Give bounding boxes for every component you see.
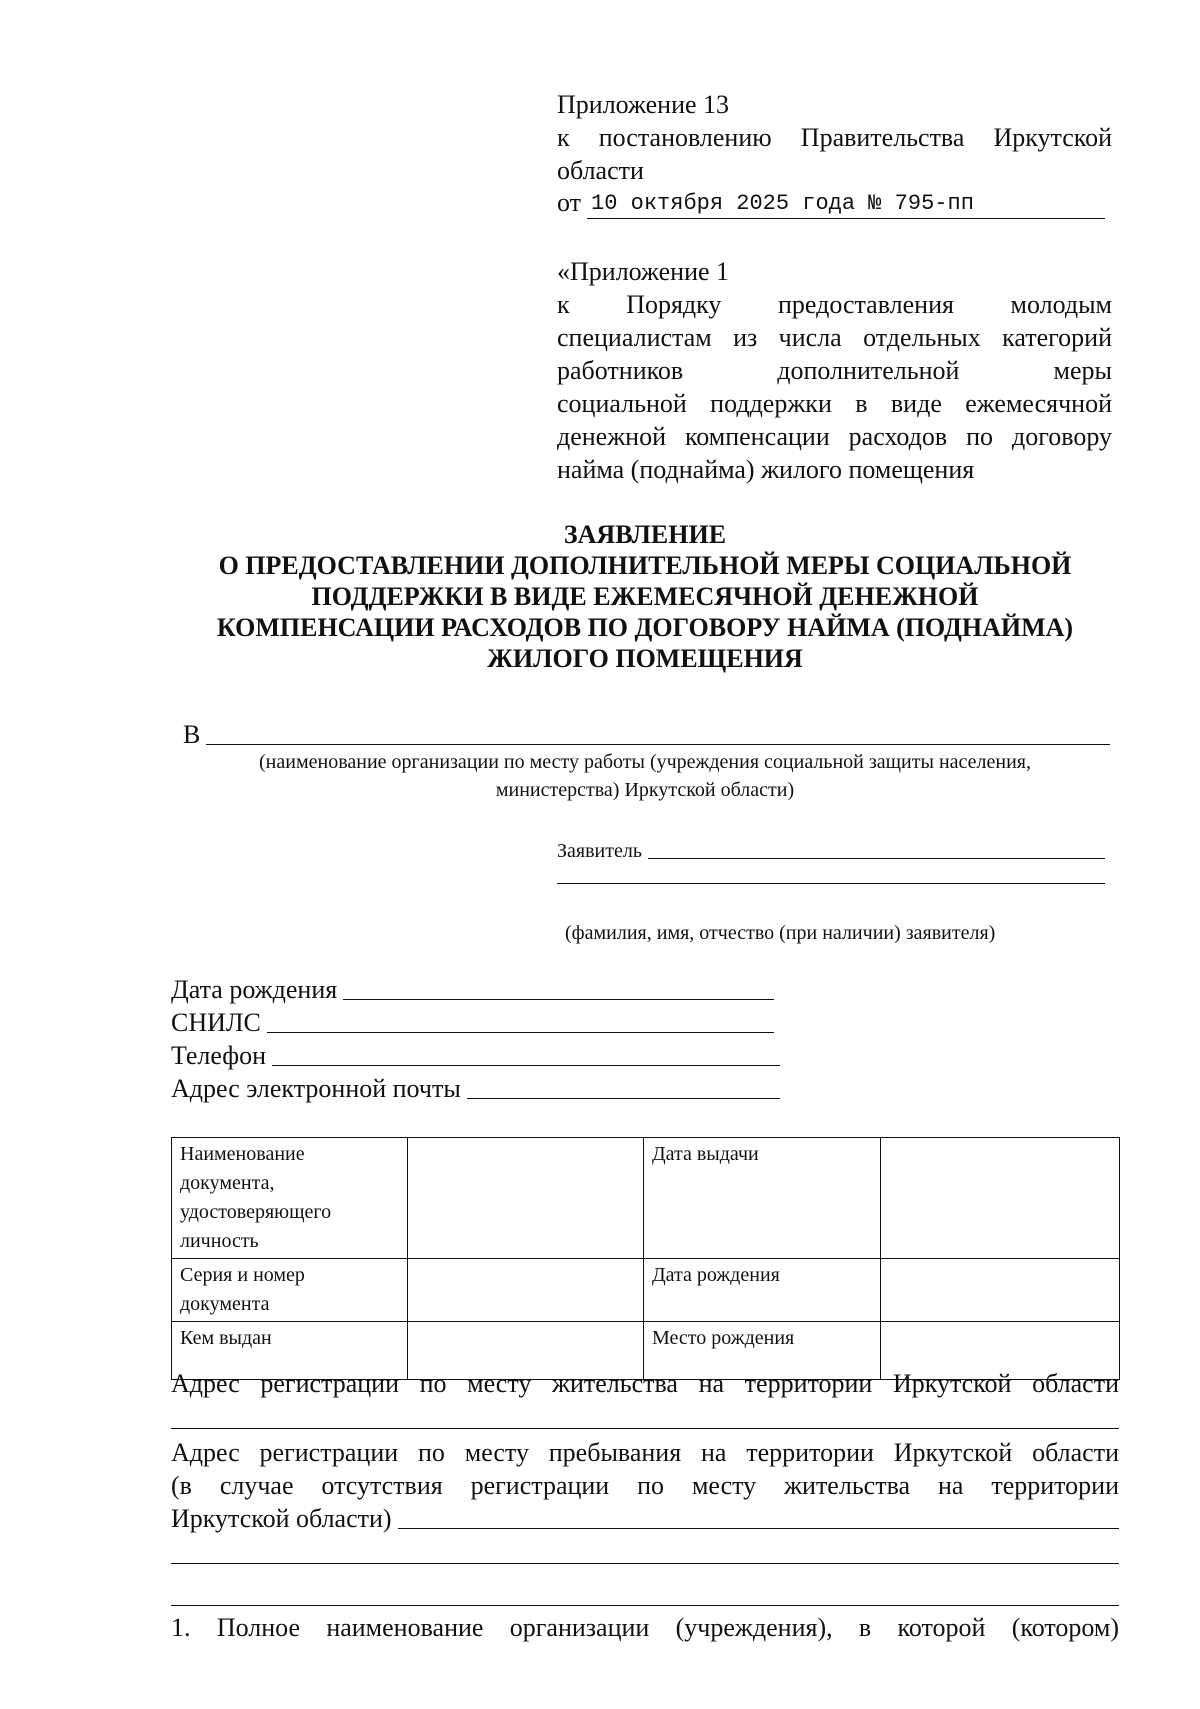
item-1-text: 1. Полное наименование организации (учреждения), в которой (котором) <box>171 1613 1119 1642</box>
table-cell-label: Дата выдачи <box>644 1138 881 1259</box>
document-subtitle-line: ПОДДЕРЖКИ В ВИДЕ ЕЖЕМЕСЯЧНОЙ ДЕНЕЖНОЙ <box>311 582 979 611</box>
document-subtitle-line: О ПРЕДОСТАВЛЕНИИ ДОПОЛНИТЕЛЬНОЙ МЕРЫ СОЦИАЛЬНОЙ <box>218 551 1072 580</box>
snils-label: СНИЛС <box>171 1008 261 1037</box>
snils-input-line[interactable] <box>267 1008 774 1033</box>
appendix-date-prefix: от <box>557 188 582 217</box>
stay-address-label-3: Иркутской области) <box>171 1504 392 1533</box>
stay-address-input-line-2[interactable] <box>171 1563 1119 1564</box>
applicant-label: Заявитель <box>557 840 642 862</box>
document-title: ЗАЯВЛЕНИЕ <box>563 520 727 549</box>
stay-address-label-2: (в случае отсутствия регистрации по месту жительства на территории <box>171 1471 1119 1500</box>
sub-appendix-line-1: «Приложение 1 <box>557 257 730 286</box>
stay-address-label-1: Адрес регистрации по месту пребывания на территории Иркутской области <box>171 1438 1119 1467</box>
stay-address-field[interactable] <box>171 1502 1119 1535</box>
table-cell-input[interactable] <box>408 1138 644 1259</box>
sub-appendix-line: денежной компенсации расходов по договору <box>557 422 1112 451</box>
recipient-input-line[interactable] <box>206 720 1110 745</box>
table-cell-input[interactable] <box>881 1259 1120 1322</box>
phone-label: Телефон <box>171 1041 267 1070</box>
table-cell-input[interactable] <box>408 1259 644 1322</box>
sub-appendix-last-line: найма (поднайма) жилого помещения <box>557 455 975 484</box>
applicant-caption: (фамилия, имя, отчество (при наличии) заявителя) <box>565 922 996 944</box>
registration-address-label: Адрес регистрации по месту жительства на территории Иркутской области <box>171 1369 1119 1398</box>
email-field[interactable] <box>171 1072 780 1105</box>
id-document-table <box>171 1137 1120 1380</box>
appendix-line-1: Приложение 13 <box>557 90 730 119</box>
appendix-date-row <box>557 186 1105 219</box>
birth-date-label: Дата рождения <box>171 975 338 1004</box>
birth-date-field[interactable] <box>171 973 774 1006</box>
applicant-field[interactable] <box>557 834 1105 865</box>
table-cell-label: Место рождения <box>644 1322 881 1380</box>
sub-appendix-line: работников дополнительной меры <box>557 356 1112 385</box>
stay-address-input-line[interactable] <box>398 1504 1119 1529</box>
sub-appendix-line: социальной поддержки в виде ежемесячной <box>557 389 1112 418</box>
email-input-line[interactable] <box>467 1074 780 1099</box>
applicant-input-line-2[interactable] <box>557 883 1105 884</box>
phone-field[interactable] <box>171 1039 780 1072</box>
document-subtitle-line: КОМПЕНСАЦИИ РАСХОДОВ ПО ДОГОВОРУ НАЙМА (ПОДНАЙМА) <box>216 613 1074 642</box>
table-cell-label: Кем выдан <box>172 1322 408 1380</box>
applicant-input-line[interactable] <box>648 834 1105 859</box>
sub-appendix-line: к Порядку предоставления молодым <box>557 290 1112 319</box>
recipient-caption-1: (наименование организации по месту работы (учреждения социальной защиты населения, <box>259 751 1031 773</box>
sub-appendix-line: специалистам из числа отдельных категорий <box>557 323 1112 352</box>
table-row <box>172 1138 1120 1259</box>
registration-address-input-line[interactable] <box>171 1428 1119 1429</box>
table-cell-label: Серия и номер документа <box>172 1259 408 1322</box>
appendix-line-3: области <box>557 156 644 185</box>
phone-input-line[interactable] <box>272 1041 780 1066</box>
recipient-field[interactable] <box>183 718 1110 751</box>
recipient-caption-2: министерства) Иркутской области) <box>495 779 795 801</box>
table-row <box>172 1259 1120 1322</box>
appendix-date-value: 10 октября 2025 года № 795-пп <box>587 190 1105 219</box>
stay-address-input-line-3[interactable] <box>171 1605 1119 1606</box>
birth-date-input-line[interactable] <box>343 975 774 1000</box>
snils-field[interactable] <box>171 1006 774 1039</box>
email-label: Адрес электронной почты <box>171 1074 461 1103</box>
table-cell-input[interactable] <box>881 1138 1120 1259</box>
table-cell-label: Дата рождения <box>644 1259 881 1322</box>
recipient-prefix: В <box>183 720 201 749</box>
table-cell-label: Наименование документа, удостоверяющего личность <box>172 1138 408 1259</box>
document-subtitle-line: ЖИЛОГО ПОМЕЩЕНИЯ <box>487 644 803 673</box>
appendix-line-2: к постановлению Правительства Иркутской <box>557 123 1112 152</box>
